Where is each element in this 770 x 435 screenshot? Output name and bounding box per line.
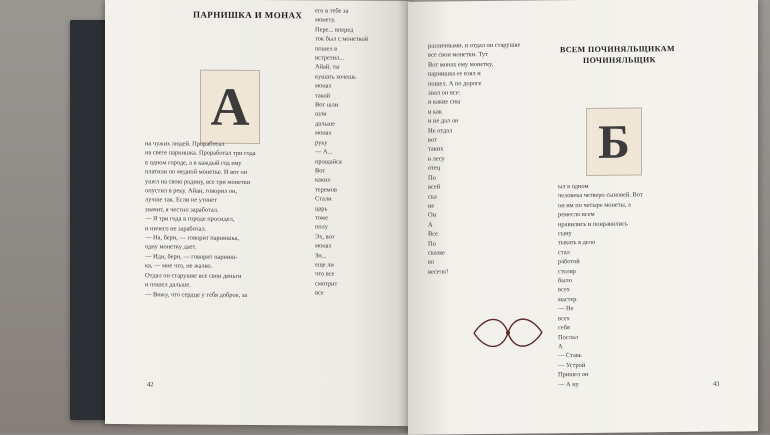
left-col2-line: каких [315, 176, 331, 184]
left-col2-line: что все [315, 270, 335, 278]
left-col2-line: ток был с монеткой [315, 35, 369, 43]
right-col1-line: все свои монетки. Тут [428, 51, 488, 60]
right-col1-line: По [428, 240, 436, 248]
left-col2-line: еще ли [315, 261, 334, 269]
left-col1-line: и пошел дальше. [145, 281, 191, 289]
left-col2-line: теремов [315, 186, 337, 194]
right-col2-line: ыл в одном [558, 182, 589, 191]
right-col1-line: ска [428, 193, 437, 201]
left-col2-line: полу [315, 223, 328, 231]
right-col2-line: работой [558, 258, 580, 266]
right-dropcap-letter: Б [598, 115, 630, 169]
right-col1-line: различными, и отдал он старушке [428, 41, 521, 50]
left-col1-line: — Нa, бери, — говорит парнишка, [145, 234, 239, 242]
left-column-1 [145, 139, 305, 390]
left-col1-line: — Я три года в городе просидел, [145, 215, 235, 224]
left-col2-line: его в тебе за [315, 7, 349, 15]
right-col1-line: всей [428, 183, 441, 191]
left-col2-line: Эх, вот [315, 233, 335, 241]
left-col2-line: монету. [315, 16, 336, 24]
left-col1-line: — Иди, бери, — говорит парниш- [145, 253, 238, 261]
right-page [408, 0, 758, 435]
left-col2-line: такой [315, 92, 331, 100]
right-col2-line: сыну [558, 230, 572, 238]
right-col2-line: Пришел он [558, 371, 589, 379]
left-col2-line: все [315, 289, 324, 297]
left-col1-line: Отдал он старушке все свои деньги [145, 271, 242, 280]
right-col1-line: и какие сны [428, 98, 461, 107]
left-col1-line: и ничего не заработал. [145, 224, 207, 233]
right-col2-line: всех [558, 286, 570, 294]
left-col2-line: тоже [315, 214, 328, 222]
left-col1-line: — Вижу, что сердце у тебя доброе, за [145, 290, 248, 299]
left-dropcap [200, 70, 260, 144]
right-col2-line: было [558, 277, 572, 285]
left-col2-line: прощайся [315, 157, 342, 166]
section-title-line1: ВСЕМ ПОЧИНЯЛЬЩИКАМ [560, 44, 675, 55]
right-col1-line: Он [428, 211, 437, 219]
right-col2-line: столяр [558, 267, 576, 275]
right-col2-line: тыкать в дело [558, 239, 596, 247]
left-col2-line: Пере... вперед [315, 26, 354, 34]
right-col2-line: ремесло всем [558, 211, 595, 219]
left-col1-line: ушел на свою родину, все три монетки [145, 177, 251, 186]
right-col2-line: А [558, 343, 563, 351]
left-col1-line: на чужих людей. Проработал [145, 140, 225, 148]
right-col2-line: стал [558, 248, 570, 257]
ornament-flourish [468, 310, 548, 355]
right-col1-line: Вот монах ему монетку, [428, 60, 494, 69]
right-col1-line: весело! [428, 268, 449, 276]
left-col2-line: монах [315, 82, 332, 90]
right-col1-line: сказке [428, 249, 445, 257]
right-col1-line: Все [428, 230, 439, 238]
left-col1-line: ка, — мне что, не жалко. [145, 262, 213, 270]
left-col2-line: дальше [315, 120, 336, 128]
left-col2-line: шли [315, 110, 327, 118]
right-col2-line: мастер [558, 295, 577, 304]
left-col1-line: опустил в реку. Айаи, говорил он, [145, 187, 237, 195]
right-col1-line: ко [428, 258, 434, 266]
left-col2-line: встретил... [315, 54, 344, 62]
left-col2-line: царь [315, 204, 328, 213]
right-col2-line: Послал [558, 333, 579, 341]
right-col2-line: всех [558, 314, 570, 322]
left-col2-line: пошел в [315, 45, 338, 53]
right-col2-line: — Устрой [558, 361, 586, 369]
left-col2-line: Зн... [315, 251, 327, 260]
left-col1-line: на свете парнишка. Проработал три года [145, 149, 256, 158]
right-col1-line: По [428, 174, 436, 182]
right-col1-line: таких [428, 145, 444, 154]
right-col1-line: в лесу [428, 155, 445, 163]
right-col1-line: пошел. А по дороге [428, 79, 482, 88]
right-col1-line: не [428, 202, 435, 210]
left-col2-line: Вот [315, 167, 326, 175]
left-col2-line: Айай, ты [315, 63, 340, 72]
right-col1-line: А [428, 221, 433, 229]
left-col1-line: одну монетку дает. [145, 243, 197, 252]
left-col2-line: Вот шли [315, 101, 339, 109]
left-col2-line: — А... [315, 148, 333, 156]
right-col2-line: нравились и понравились [558, 220, 628, 228]
right-col2-line: человека четверо сыновей. Вот [558, 191, 643, 200]
right-col2-line: — А ну [558, 380, 579, 388]
right-col1-line: вот [428, 136, 437, 144]
right-col1-line: и как [428, 108, 442, 116]
left-page [105, 0, 410, 426]
left-col2-line: Стали [315, 195, 332, 203]
left-running-title: ПАРНИШКА И МОНАХ [193, 9, 303, 21]
left-column-2 [315, 6, 395, 387]
left-page-number: 42 [147, 381, 154, 389]
right-dropcap [586, 107, 642, 176]
left-col1-line: в одном городе, а в каждый год ему [145, 159, 242, 167]
right-col2-line: — Ставь [558, 352, 582, 360]
right-col2-line: — Не [558, 305, 574, 313]
left-col1-line: платили по медной монетке. И вот он [145, 168, 248, 177]
right-column-2 [558, 181, 708, 413]
right-col1-line: парнишка ее взял и [428, 70, 481, 78]
right-col1-line: и не дал он [428, 117, 459, 125]
left-col2-line: кушать хочешь [315, 73, 356, 81]
right-col1-line: отец [428, 164, 441, 172]
left-col2-line: смотрит [315, 280, 338, 288]
section-title-line2: ПОЧИНЯЛЬЩИК [583, 55, 656, 65]
left-col2-line: монах [315, 129, 332, 137]
right-column-1 [428, 40, 550, 311]
right-col2-line: себя [558, 324, 570, 332]
right-page-number: 43 [713, 380, 720, 388]
left-dropcap-letter: А [210, 76, 250, 137]
right-col2-line: он им по четыре монеты, а [558, 201, 631, 210]
left-col1-line: значит, я честно заработал. [145, 206, 219, 214]
left-col2-line: монах [315, 242, 332, 250]
right-col1-line: Не отдал [428, 127, 453, 135]
left-col1-line: лучше так. Если не утонет [145, 196, 217, 205]
right-col1-line: знал он все: [428, 89, 461, 97]
left-col2-line: руку [315, 139, 328, 147]
